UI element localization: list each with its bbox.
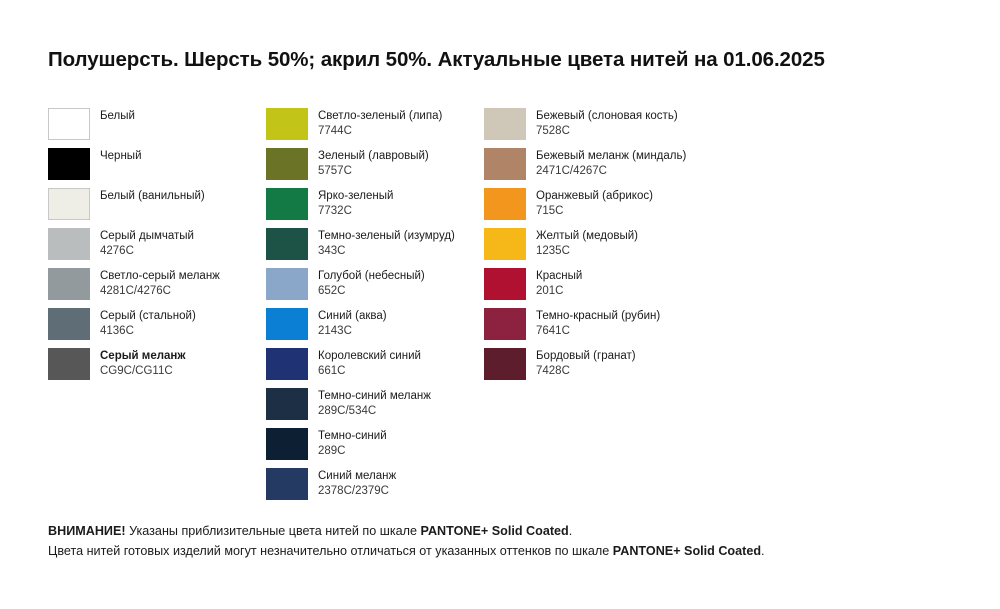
swatch-code: 4136C — [100, 324, 134, 337]
color-swatch — [266, 108, 308, 140]
color-swatch — [484, 188, 526, 220]
swatch-name: Серый дымчатый — [100, 230, 194, 242]
swatch-name: Светло-серый меланж — [100, 270, 220, 282]
color-swatch — [48, 228, 90, 260]
swatch-item — [48, 148, 266, 188]
swatch-column-2 — [266, 108, 484, 508]
page-title: Полушерсть. Шерсть 50%; акрил 50%. Актуальные цвета нитей на 01.06.2025 — [48, 48, 825, 71]
swatch-labels — [318, 348, 421, 378]
swatch-name: Белый (ванильный) — [100, 190, 205, 202]
swatch-code: 289C/534C — [318, 404, 377, 417]
swatch-name: Черный — [100, 150, 142, 162]
color-swatch — [484, 348, 526, 380]
swatch-name: Желтый (медовый) — [536, 230, 638, 242]
footer-line-2-text: Цвета нитей готовых изделий могут незначительно отличаться от указанных оттенков по шкале — [48, 543, 613, 558]
color-swatch — [48, 348, 90, 380]
footer-line-2 — [48, 542, 968, 562]
swatch-code: 652C — [318, 284, 346, 297]
swatch-labels — [536, 268, 582, 298]
swatch-name: Темно-зеленый (изумруд) — [318, 230, 455, 242]
swatch-item — [48, 348, 266, 388]
swatch-columns — [48, 108, 968, 508]
pantone-label: PANTONE+ Solid Coated — [420, 524, 569, 538]
footer-line-2-end: . — [761, 543, 765, 558]
swatch-item — [266, 468, 484, 508]
color-swatch — [266, 308, 308, 340]
swatch-code: 7528C — [536, 124, 570, 137]
swatch-labels — [318, 148, 429, 178]
swatch-code: 715C — [536, 204, 564, 217]
swatch-name: Бордовый (гранат) — [536, 350, 636, 362]
color-swatch — [484, 268, 526, 300]
swatch-item — [48, 228, 266, 268]
swatch-code: 289C — [318, 444, 346, 457]
color-swatch — [48, 148, 90, 180]
swatch-labels — [100, 348, 186, 378]
swatch-item — [484, 348, 702, 388]
swatch-labels — [318, 108, 442, 138]
swatch-labels — [100, 148, 142, 164]
swatch-labels — [536, 108, 678, 138]
swatch-labels — [318, 428, 387, 458]
color-swatch — [266, 348, 308, 380]
color-swatch — [266, 228, 308, 260]
swatch-item — [48, 268, 266, 308]
footer-line-1 — [48, 522, 968, 542]
swatch-name: Голубой (небесный) — [318, 270, 425, 282]
swatch-code: 1235C — [536, 244, 570, 257]
swatch-labels — [318, 228, 455, 258]
pantone-label: PANTONE+ Solid Coated — [612, 543, 762, 558]
swatch-code: 661C — [318, 364, 346, 377]
color-swatch — [484, 108, 526, 140]
color-swatch — [484, 308, 526, 340]
swatch-labels — [536, 228, 638, 258]
swatch-item — [484, 188, 702, 228]
swatch-code: 7744C — [318, 124, 352, 137]
swatch-name: Зеленый (лавровый) — [318, 150, 429, 162]
color-swatch — [484, 148, 526, 180]
swatch-item — [266, 108, 484, 148]
swatch-code: 7732C — [318, 204, 352, 217]
swatch-code: 4281C/4276C — [100, 284, 171, 297]
swatch-code: CG9C/CG11C — [100, 364, 173, 377]
swatch-code: 201C — [536, 284, 564, 297]
swatch-labels — [318, 388, 431, 418]
swatch-labels — [100, 228, 194, 258]
swatch-labels — [536, 308, 660, 338]
footer-line-1-end: . — [568, 524, 573, 538]
swatch-item — [48, 108, 266, 148]
swatch-item — [484, 108, 702, 148]
swatch-name: Синий меланж — [318, 470, 397, 482]
color-swatch — [266, 428, 308, 460]
footer-line-1-text: Указаны приблизительные цвета нитей по шкале — [125, 524, 421, 538]
color-swatch — [48, 188, 90, 220]
color-swatch — [266, 388, 308, 420]
swatch-item — [266, 348, 484, 388]
swatch-name: Темно-синий — [318, 430, 387, 442]
swatch-item — [266, 428, 484, 468]
color-swatch — [48, 308, 90, 340]
swatch-item — [266, 188, 484, 228]
swatch-labels — [100, 308, 196, 338]
swatch-item — [266, 228, 484, 268]
swatch-code: 5757C — [318, 164, 352, 177]
swatch-item — [266, 268, 484, 308]
swatch-item — [484, 148, 702, 188]
swatch-code: 343C — [318, 244, 346, 257]
color-swatch — [266, 148, 308, 180]
swatch-labels — [318, 468, 396, 498]
swatch-name: Темно-синий меланж — [318, 390, 431, 402]
swatch-name: Синий (аква) — [318, 310, 387, 322]
swatch-name: Бежевый (слоновая кость) — [536, 110, 678, 122]
swatch-labels — [536, 188, 653, 218]
swatch-name: Серый меланж — [100, 350, 186, 362]
swatch-name: Светло-зеленый (липа) — [318, 110, 443, 122]
swatch-code: 2143C — [318, 324, 352, 337]
swatch-labels — [318, 268, 425, 298]
swatch-name: Ярко-зеленый — [318, 190, 394, 202]
swatch-name: Белый — [100, 110, 135, 122]
swatch-labels — [536, 348, 636, 378]
swatch-labels — [318, 188, 393, 218]
swatch-item — [48, 308, 266, 348]
swatch-item — [484, 228, 702, 268]
footer-note — [48, 522, 968, 561]
swatch-code: 4276C — [100, 244, 134, 257]
swatch-name: Темно-красный (рубин) — [536, 310, 661, 322]
swatch-code: 7428C — [536, 364, 570, 377]
color-swatch — [48, 108, 90, 140]
attention-label: ВНИМАНИЕ! — [48, 524, 126, 538]
swatch-labels — [100, 268, 220, 298]
swatch-labels — [100, 108, 135, 124]
swatch-item — [48, 188, 266, 228]
swatch-labels — [536, 148, 686, 178]
swatch-labels — [100, 188, 205, 204]
swatch-item — [266, 388, 484, 428]
color-swatch — [266, 268, 308, 300]
swatch-item — [266, 148, 484, 188]
color-swatch — [266, 188, 308, 220]
swatch-item — [266, 308, 484, 348]
color-swatch — [484, 228, 526, 260]
swatch-name: Оранжевый (абрикос) — [536, 190, 653, 202]
swatch-name: Красный — [536, 270, 583, 282]
swatch-labels — [318, 308, 387, 338]
color-swatch — [48, 268, 90, 300]
swatch-item — [484, 308, 702, 348]
swatch-name: Бежевый меланж (миндаль) — [536, 150, 687, 162]
swatch-name: Серый (стальной) — [100, 310, 196, 322]
swatch-code: 7641C — [536, 324, 570, 337]
swatch-column-1 — [48, 108, 266, 508]
swatch-name: Королевский синий — [318, 350, 421, 362]
swatch-code: 2378C/2379C — [318, 484, 389, 497]
swatch-code: 2471C/4267C — [536, 164, 607, 177]
swatch-column-3 — [484, 108, 702, 508]
color-swatch — [266, 468, 308, 500]
swatch-item — [484, 268, 702, 308]
